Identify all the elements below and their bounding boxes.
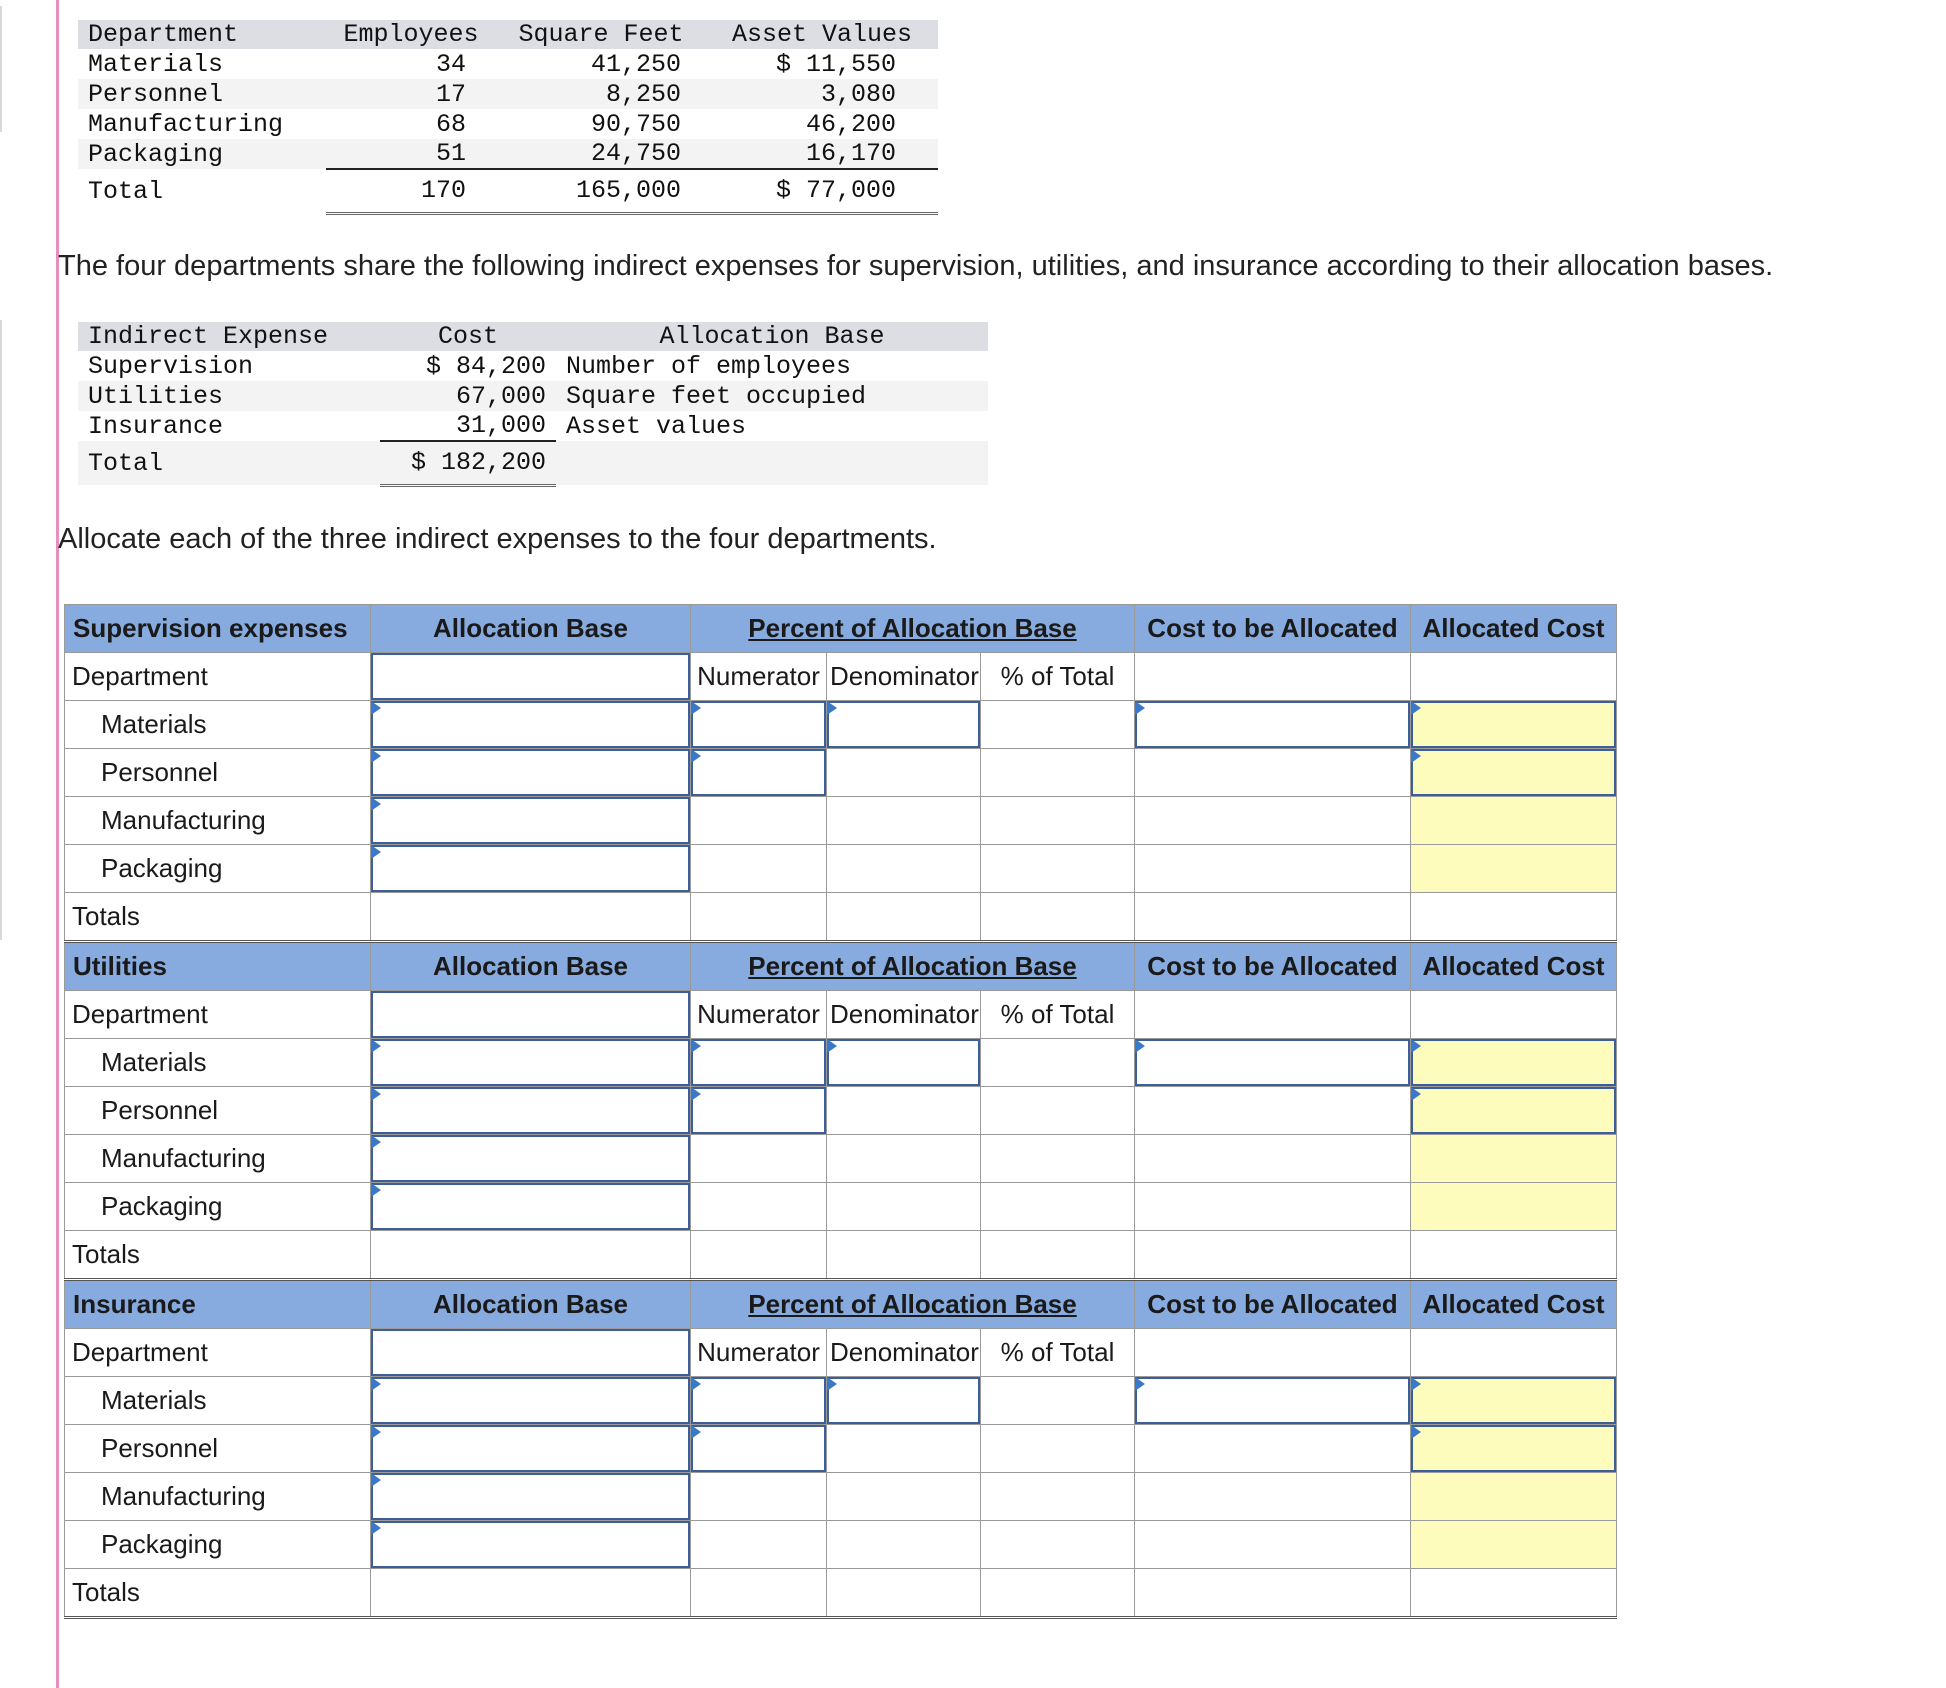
allocation-base-input[interactable] — [371, 701, 691, 749]
denominator-cell — [827, 845, 981, 893]
totals-row — [65, 893, 1617, 942]
table-row — [78, 139, 938, 169]
cost-to-be-allocated-header: Cost to be Allocated — [1135, 1280, 1411, 1329]
denominator-cell — [827, 1087, 981, 1135]
table-row — [65, 797, 1617, 845]
allocated-cost-input[interactable] — [1411, 701, 1617, 749]
allocated-cost-cell — [1411, 1521, 1617, 1569]
table-row — [65, 1087, 1617, 1135]
cell: 46,200 — [805, 109, 896, 139]
department-name: Personnel — [65, 1087, 371, 1135]
cell: $ 77,000 — [706, 169, 938, 213]
numerator-label: Numerator — [691, 1329, 827, 1377]
allocation-base-input[interactable] — [371, 1521, 691, 1569]
allocated-cost-cell — [1411, 1135, 1617, 1183]
total-cost-cell — [1135, 1231, 1411, 1280]
section-header-row — [65, 605, 1617, 653]
allocated-cost-input[interactable] — [1411, 1039, 1617, 1087]
allocation-base-input[interactable] — [371, 845, 691, 893]
allocation-base-unit-input[interactable] — [371, 991, 691, 1039]
col-header: Employees — [326, 20, 496, 49]
subheader-row — [65, 991, 1617, 1039]
empty-cell — [1411, 653, 1617, 701]
total-pct-cell — [981, 1231, 1135, 1280]
total-allocated-cost-cell — [1411, 893, 1617, 942]
allocation-base-input[interactable] — [371, 797, 691, 845]
section-title: Utilities — [65, 942, 371, 991]
allocation-base-header: Allocation Base — [371, 942, 691, 991]
allocated-cost-cell — [1411, 1473, 1617, 1521]
denominator-input[interactable] — [827, 1039, 981, 1087]
pct-of-total-cell — [981, 1425, 1135, 1473]
pct-of-total-cell — [981, 797, 1135, 845]
cell: 31,000 — [380, 411, 556, 441]
totals-label: Totals — [65, 1569, 371, 1618]
department-name: Manufacturing — [65, 797, 371, 845]
allocation-base-input[interactable] — [371, 1377, 691, 1425]
numerator-cell — [691, 1135, 827, 1183]
allocation-base-unit-input[interactable] — [371, 653, 691, 701]
allocated-cost-input[interactable] — [1411, 1425, 1617, 1473]
table-row — [65, 701, 1617, 749]
pct-of-total-label: % of Total — [981, 653, 1135, 701]
cell: 68 — [435, 109, 466, 139]
allocation-worksheet — [64, 604, 1617, 1619]
department-name: Materials — [65, 701, 371, 749]
pct-of-total-cell — [981, 1473, 1135, 1521]
empty-cell — [1411, 991, 1617, 1039]
numerator-label: Numerator — [691, 653, 827, 701]
cell: 165,000 — [496, 169, 706, 213]
cost-to-be-allocated-cell — [1135, 749, 1411, 797]
allocation-base-input[interactable] — [371, 1183, 691, 1231]
department-name: Packaging — [65, 1521, 371, 1569]
cell: 90,750 — [590, 109, 681, 139]
totals-label: Totals — [65, 893, 371, 942]
cell: $ 84,200 — [425, 351, 546, 381]
table-row — [65, 1377, 1617, 1425]
instruction-paragraph: Allocate each of the three indirect expenses to the four departments. — [58, 523, 937, 555]
table-row — [65, 749, 1617, 797]
cell: Materials — [88, 49, 224, 79]
cell: Manufacturing — [88, 109, 284, 139]
cell: $ 11,550 — [775, 49, 896, 79]
denominator-cell — [827, 797, 981, 845]
department-name: Manufacturing — [65, 1135, 371, 1183]
totals-row — [65, 1231, 1617, 1280]
allocated-cost-header: Allocated Cost — [1411, 605, 1617, 653]
pct-of-total-label: % of Total — [981, 991, 1135, 1039]
total-cost-cell — [1135, 893, 1411, 942]
department-data-table — [78, 20, 938, 215]
col-header: Square Feet — [496, 20, 706, 49]
subheader-row — [65, 1329, 1617, 1377]
total-allocated-cost-cell — [1411, 1569, 1617, 1618]
table-row — [78, 109, 938, 139]
numerator-cell — [691, 1473, 827, 1521]
numerator-input[interactable] — [691, 749, 827, 797]
allocation-base-unit-input[interactable] — [371, 1329, 691, 1377]
denominator-cell — [827, 1521, 981, 1569]
cost-to-be-allocated-header: Cost to be Allocated — [1135, 942, 1411, 991]
department-name: Packaging — [65, 845, 371, 893]
cell — [556, 441, 988, 485]
cost-to-be-allocated-cell — [1135, 797, 1411, 845]
total-denominator-cell — [827, 1569, 981, 1618]
pct-of-total-cell — [981, 845, 1135, 893]
col-header: Cost — [380, 322, 556, 351]
numerator-input[interactable] — [691, 1039, 827, 1087]
total-numerator-cell — [691, 893, 827, 942]
numerator-cell — [691, 1521, 827, 1569]
table-total-row — [78, 169, 938, 213]
cell: 3,080 — [706, 79, 938, 109]
intro-paragraph: The four departments share the following indirect expenses for supervision, utilities, and insurance according to their allocation bases. — [58, 250, 1774, 282]
pct-of-total-cell — [981, 1521, 1135, 1569]
col-header: Allocation Base — [556, 322, 988, 351]
cell: 67,000 — [380, 381, 556, 411]
total-allocated-cost-cell — [1411, 1231, 1617, 1280]
department-name: Materials — [65, 1377, 371, 1425]
totals-row — [65, 1569, 1617, 1618]
denominator-label: Denominator — [827, 991, 981, 1039]
cell: 24,750 — [496, 139, 706, 169]
cell: Number of employees — [566, 351, 852, 381]
denominator-cell — [827, 1425, 981, 1473]
table-row — [65, 1473, 1617, 1521]
denominator-label: Denominator — [827, 653, 981, 701]
cost-to-be-allocated-input[interactable] — [1135, 1377, 1411, 1425]
totals-label: Totals — [65, 1231, 371, 1280]
table-row — [78, 411, 988, 441]
cost-to-be-allocated-input[interactable] — [1135, 701, 1411, 749]
cost-to-be-allocated-cell — [1135, 1473, 1411, 1521]
allocation-base-input[interactable] — [371, 1135, 691, 1183]
allocation-base-input[interactable] — [371, 1087, 691, 1135]
cost-to-be-allocated-input[interactable] — [1135, 1039, 1411, 1087]
cell: 41,250 — [590, 49, 681, 79]
allocation-base-input[interactable] — [371, 1039, 691, 1087]
department-label: Department — [65, 1329, 371, 1377]
numerator-input[interactable] — [691, 1377, 827, 1425]
department-name: Personnel — [65, 749, 371, 797]
total-numerator-cell — [691, 1569, 827, 1618]
table-row — [65, 1521, 1617, 1569]
total-allocation-base-cell — [371, 1569, 691, 1618]
col-header: Indirect Expense — [78, 322, 380, 351]
cost-to-be-allocated-cell — [1135, 1087, 1411, 1135]
cell: Total — [88, 176, 164, 206]
table-header-row — [78, 20, 938, 49]
cell: 16,170 — [706, 139, 938, 169]
numerator-input[interactable] — [691, 701, 827, 749]
total-numerator-cell — [691, 1231, 827, 1280]
total-allocation-base-cell — [371, 1231, 691, 1280]
department-name: Personnel — [65, 1425, 371, 1473]
denominator-cell — [827, 1473, 981, 1521]
denominator-input[interactable] — [827, 1377, 981, 1425]
cell: $ 182,200 — [380, 441, 556, 485]
cell: 17 — [326, 79, 496, 109]
subheader-row — [65, 653, 1617, 701]
empty-cell — [1135, 991, 1411, 1039]
pct-of-total-cell — [981, 1183, 1135, 1231]
percent-of-allocation-base-header: Percent of Allocation Base — [691, 942, 1135, 991]
cell: Supervision — [88, 351, 254, 381]
table-row — [65, 1425, 1617, 1473]
allocation-base-input[interactable] — [371, 1473, 691, 1521]
department-label: Department — [65, 653, 371, 701]
pct-of-total-cell — [981, 1087, 1135, 1135]
cell: Square feet occupied — [556, 381, 988, 411]
pct-of-total-cell — [981, 1377, 1135, 1425]
denominator-cell — [827, 1183, 981, 1231]
left-edge-rule — [0, 320, 2, 940]
col-header: Department — [78, 20, 326, 49]
table-row — [78, 381, 988, 411]
denominator-cell — [827, 1135, 981, 1183]
department-name: Manufacturing — [65, 1473, 371, 1521]
allocated-cost-cell — [1411, 845, 1617, 893]
cell: 8,250 — [496, 79, 706, 109]
numerator-cell — [691, 1183, 827, 1231]
pct-of-total-cell — [981, 749, 1135, 797]
pct-of-total-cell — [981, 1039, 1135, 1087]
cost-to-be-allocated-cell — [1135, 1135, 1411, 1183]
table-row — [65, 845, 1617, 893]
indirect-expense-table — [78, 322, 988, 487]
empty-cell — [1135, 653, 1411, 701]
numerator-cell — [691, 845, 827, 893]
allocated-cost-input[interactable] — [1411, 1377, 1617, 1425]
table-row — [78, 49, 938, 79]
table-row — [78, 79, 938, 109]
cell: Total — [78, 441, 380, 485]
allocated-cost-input[interactable] — [1411, 1087, 1617, 1135]
cell: Utilities — [78, 381, 380, 411]
allocation-base-input[interactable] — [371, 1425, 691, 1473]
department-name: Packaging — [65, 1183, 371, 1231]
cost-to-be-allocated-header: Cost to be Allocated — [1135, 605, 1411, 653]
percent-of-allocation-base-header: Percent of Allocation Base — [691, 1280, 1135, 1329]
percent-of-allocation-base-header: Percent of Allocation Base — [691, 605, 1135, 653]
total-allocation-base-cell — [371, 893, 691, 942]
cell: 51 — [326, 139, 496, 169]
table-row — [65, 1135, 1617, 1183]
cell: Insurance — [88, 411, 224, 441]
denominator-label: Denominator — [827, 1329, 981, 1377]
cell: Packaging — [78, 139, 326, 169]
cell: Asset values — [566, 411, 747, 441]
empty-cell — [1411, 1329, 1617, 1377]
section-title: Supervision expenses — [65, 605, 371, 653]
total-pct-cell — [981, 893, 1135, 942]
col-header: Asset Values — [706, 20, 938, 49]
section-header-row — [65, 1280, 1617, 1329]
pct-of-total-label: % of Total — [981, 1329, 1135, 1377]
table-row — [78, 351, 988, 381]
table-header-row — [78, 322, 988, 351]
cell: 170 — [326, 169, 496, 213]
denominator-input[interactable] — [827, 701, 981, 749]
allocated-cost-header: Allocated Cost — [1411, 942, 1617, 991]
total-cost-cell — [1135, 1569, 1411, 1618]
empty-cell — [1135, 1329, 1411, 1377]
total-denominator-cell — [827, 1231, 981, 1280]
left-edge-rule — [0, 6, 2, 132]
cost-to-be-allocated-cell — [1135, 845, 1411, 893]
allocated-cost-header: Allocated Cost — [1411, 1280, 1617, 1329]
table-total-row — [78, 441, 988, 485]
allocation-base-header: Allocation Base — [371, 605, 691, 653]
allocation-base-input[interactable] — [371, 749, 691, 797]
pct-of-total-cell — [981, 1135, 1135, 1183]
table-row — [65, 1183, 1617, 1231]
section-header-row — [65, 942, 1617, 991]
table-row — [65, 1039, 1617, 1087]
allocated-cost-cell — [1411, 797, 1617, 845]
cost-to-be-allocated-cell — [1135, 1521, 1411, 1569]
total-denominator-cell — [827, 893, 981, 942]
department-label: Department — [65, 991, 371, 1039]
cost-to-be-allocated-cell — [1135, 1183, 1411, 1231]
department-name: Materials — [65, 1039, 371, 1087]
denominator-cell — [827, 749, 981, 797]
cell: 34 — [435, 49, 466, 79]
pct-of-total-cell — [981, 701, 1135, 749]
allocated-cost-cell — [1411, 1183, 1617, 1231]
cost-to-be-allocated-cell — [1135, 1425, 1411, 1473]
numerator-label: Numerator — [691, 991, 827, 1039]
numerator-cell — [691, 797, 827, 845]
numerator-input[interactable] — [691, 1425, 827, 1473]
total-pct-cell — [981, 1569, 1135, 1618]
allocated-cost-input[interactable] — [1411, 749, 1617, 797]
cell: Personnel — [78, 79, 326, 109]
numerator-input[interactable] — [691, 1087, 827, 1135]
allocation-base-header: Allocation Base — [371, 1280, 691, 1329]
section-title: Insurance — [65, 1280, 371, 1329]
